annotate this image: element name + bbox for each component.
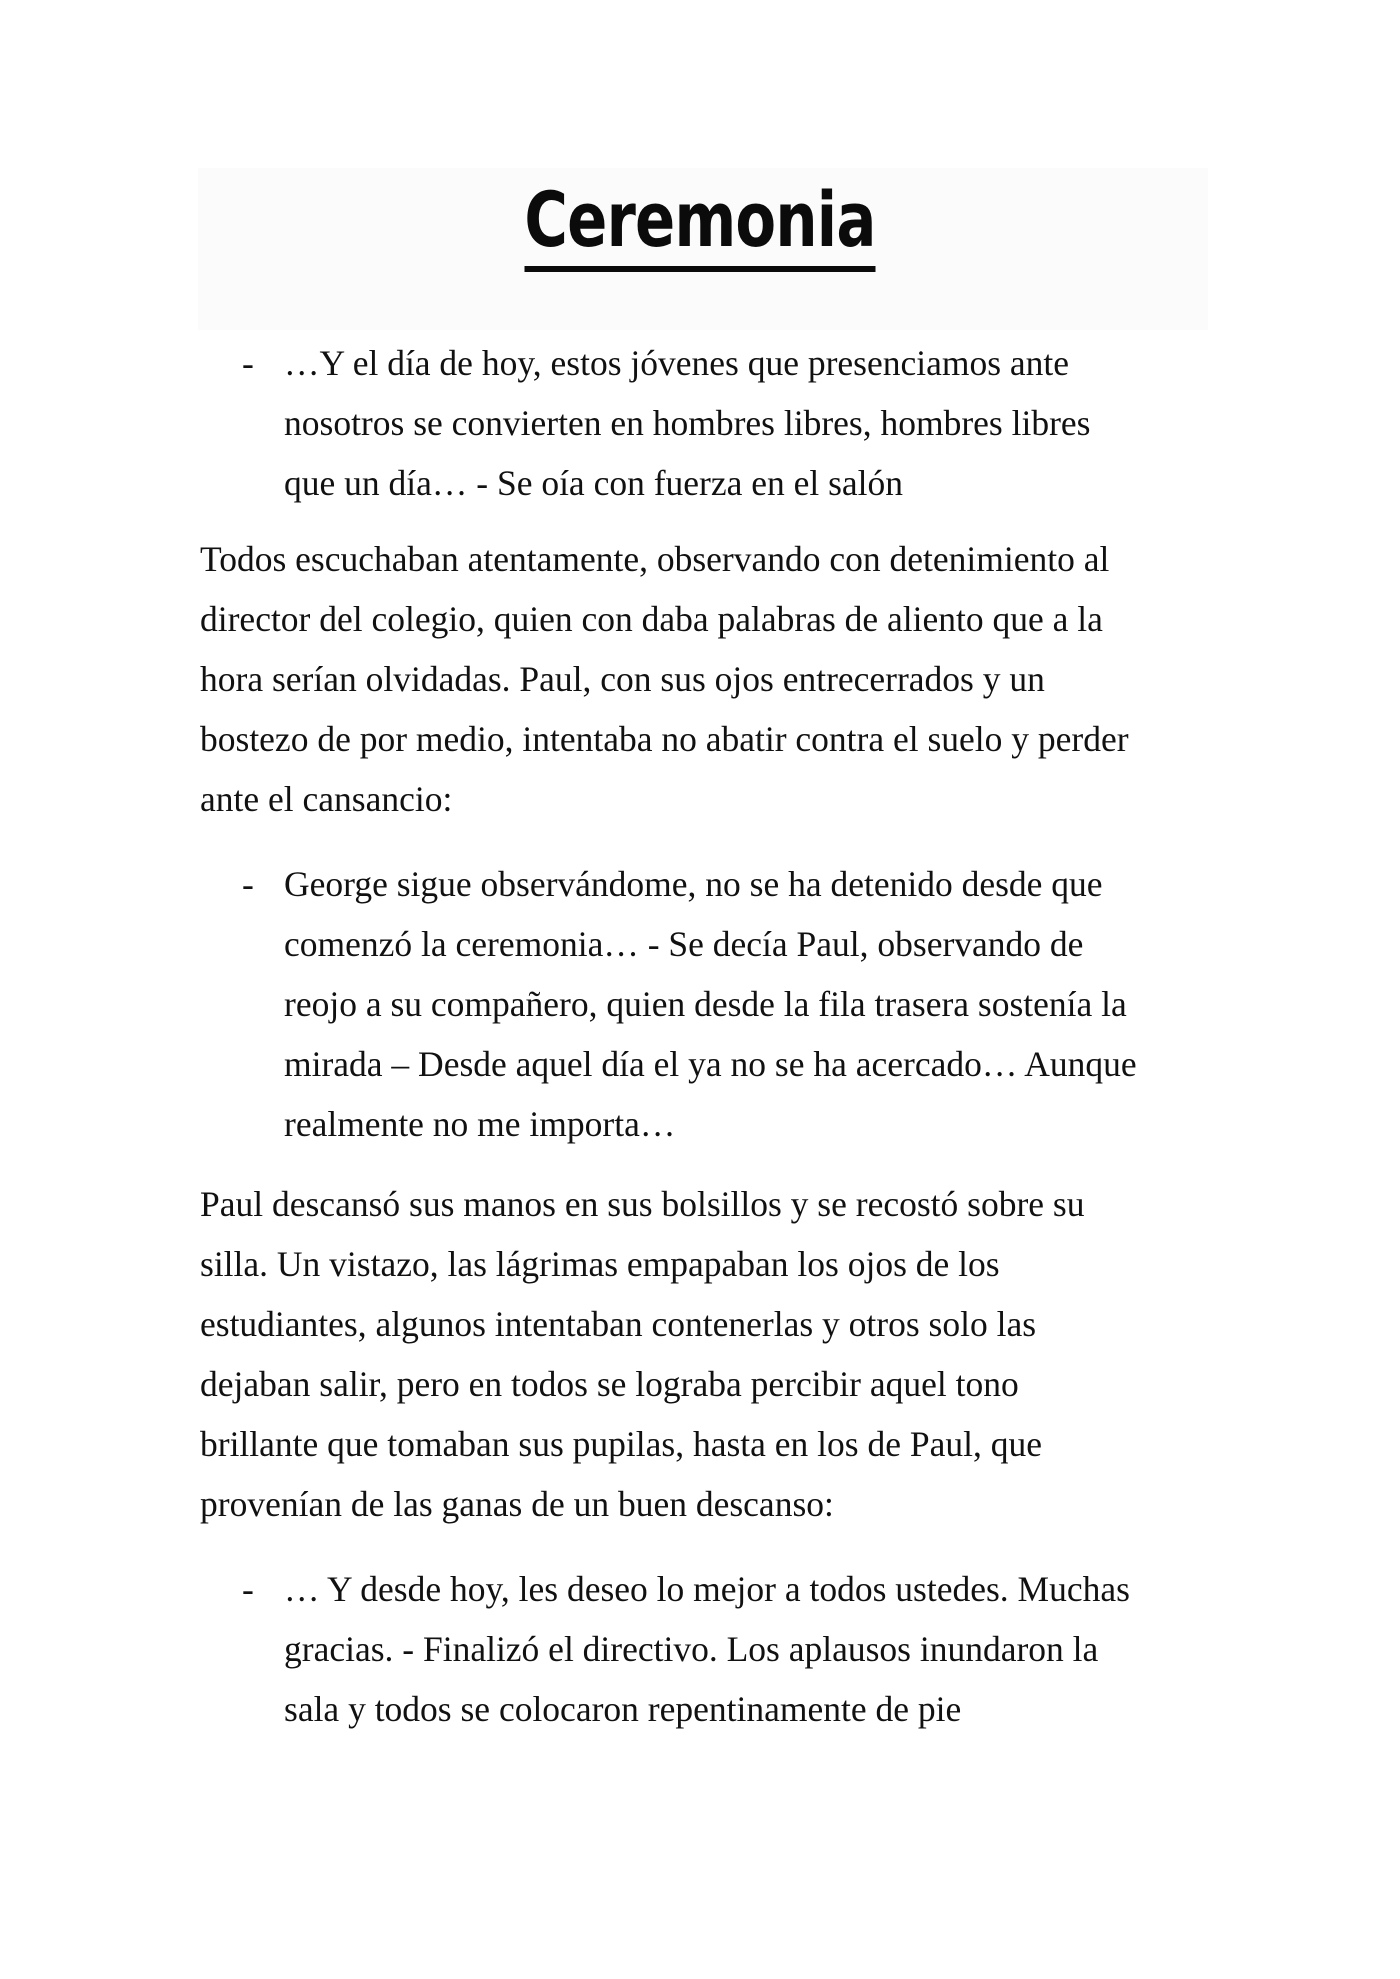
text-line: silla. Un vistazo, las lágrimas empapaban los ojos de los bbox=[200, 1244, 1000, 1284]
text-line: hora serían olvidadas. Paul, con sus ojos entrecerrados y un bbox=[200, 659, 1045, 699]
dialogue-block bbox=[200, 333, 1210, 513]
text-line: realmente no me importa… bbox=[284, 1104, 676, 1144]
text-line: Paul descansó sus manos en sus bolsillos y se recostó sobre su bbox=[200, 1184, 1085, 1224]
text-line: nosotros se convierten en hombres libres, hombres libres bbox=[284, 403, 1091, 443]
text-line: …Y el día de hoy, estos jóvenes que presenciamos ante bbox=[284, 343, 1070, 383]
dialogue-dash: - bbox=[242, 1569, 254, 1609]
narrative-paragraph bbox=[200, 1174, 1210, 1534]
text-line: estudiantes, algunos intentaban contenerlas y otros solo las bbox=[200, 1304, 1037, 1344]
text-line: George sigue observándome, no se ha detenido desde que bbox=[284, 864, 1103, 904]
text-line: mirada – Desde aquel día el ya no se ha acercado… Aunque bbox=[284, 1044, 1137, 1084]
text-line: provenían de las ganas de un buen descanso: bbox=[200, 1484, 834, 1524]
text-line: reojo a su compañero, quien desde la fila trasera sostenía la bbox=[284, 984, 1127, 1024]
text-line: Todos escuchaban atentamente, observando con detenimiento al bbox=[200, 539, 1110, 579]
dialogue-dash: - bbox=[242, 864, 254, 904]
text-line: brillante que tomaban sus pupilas, hasta en los de Paul, que bbox=[200, 1424, 1042, 1464]
text-line: … Y desde hoy, les deseo lo mejor a todos ustedes. Muchas bbox=[284, 1569, 1130, 1609]
title-text: Ceremonia bbox=[524, 174, 875, 272]
text-line: gracias. - Finalizó el directivo. Los aplausos inundaron la bbox=[284, 1629, 1099, 1669]
document-body bbox=[200, 333, 1210, 1757]
dialogue-dash: - bbox=[242, 343, 254, 383]
text-line: que un día… - Se oía con fuerza en el salón bbox=[284, 463, 904, 503]
text-line: dejaban salir, pero en todos se lograba percibir aquel tono bbox=[200, 1364, 1019, 1404]
text-line: ante el cansancio: bbox=[200, 779, 453, 819]
dialogue-block bbox=[200, 1559, 1210, 1739]
text-line: director del colegio, quien con daba palabras de aliento que a la bbox=[200, 599, 1103, 639]
dialogue-block bbox=[200, 854, 1210, 1154]
text-line: bostezo de por medio, intentaba no abatir contra el suelo y perder bbox=[200, 719, 1129, 759]
text-line: comenzó la ceremonia… - Se decía Paul, observando de bbox=[284, 924, 1084, 964]
page-title bbox=[154, 170, 1246, 272]
text-line: sala y todos se colocaron repentinamente de pie bbox=[284, 1689, 962, 1729]
narrative-paragraph bbox=[200, 529, 1210, 829]
